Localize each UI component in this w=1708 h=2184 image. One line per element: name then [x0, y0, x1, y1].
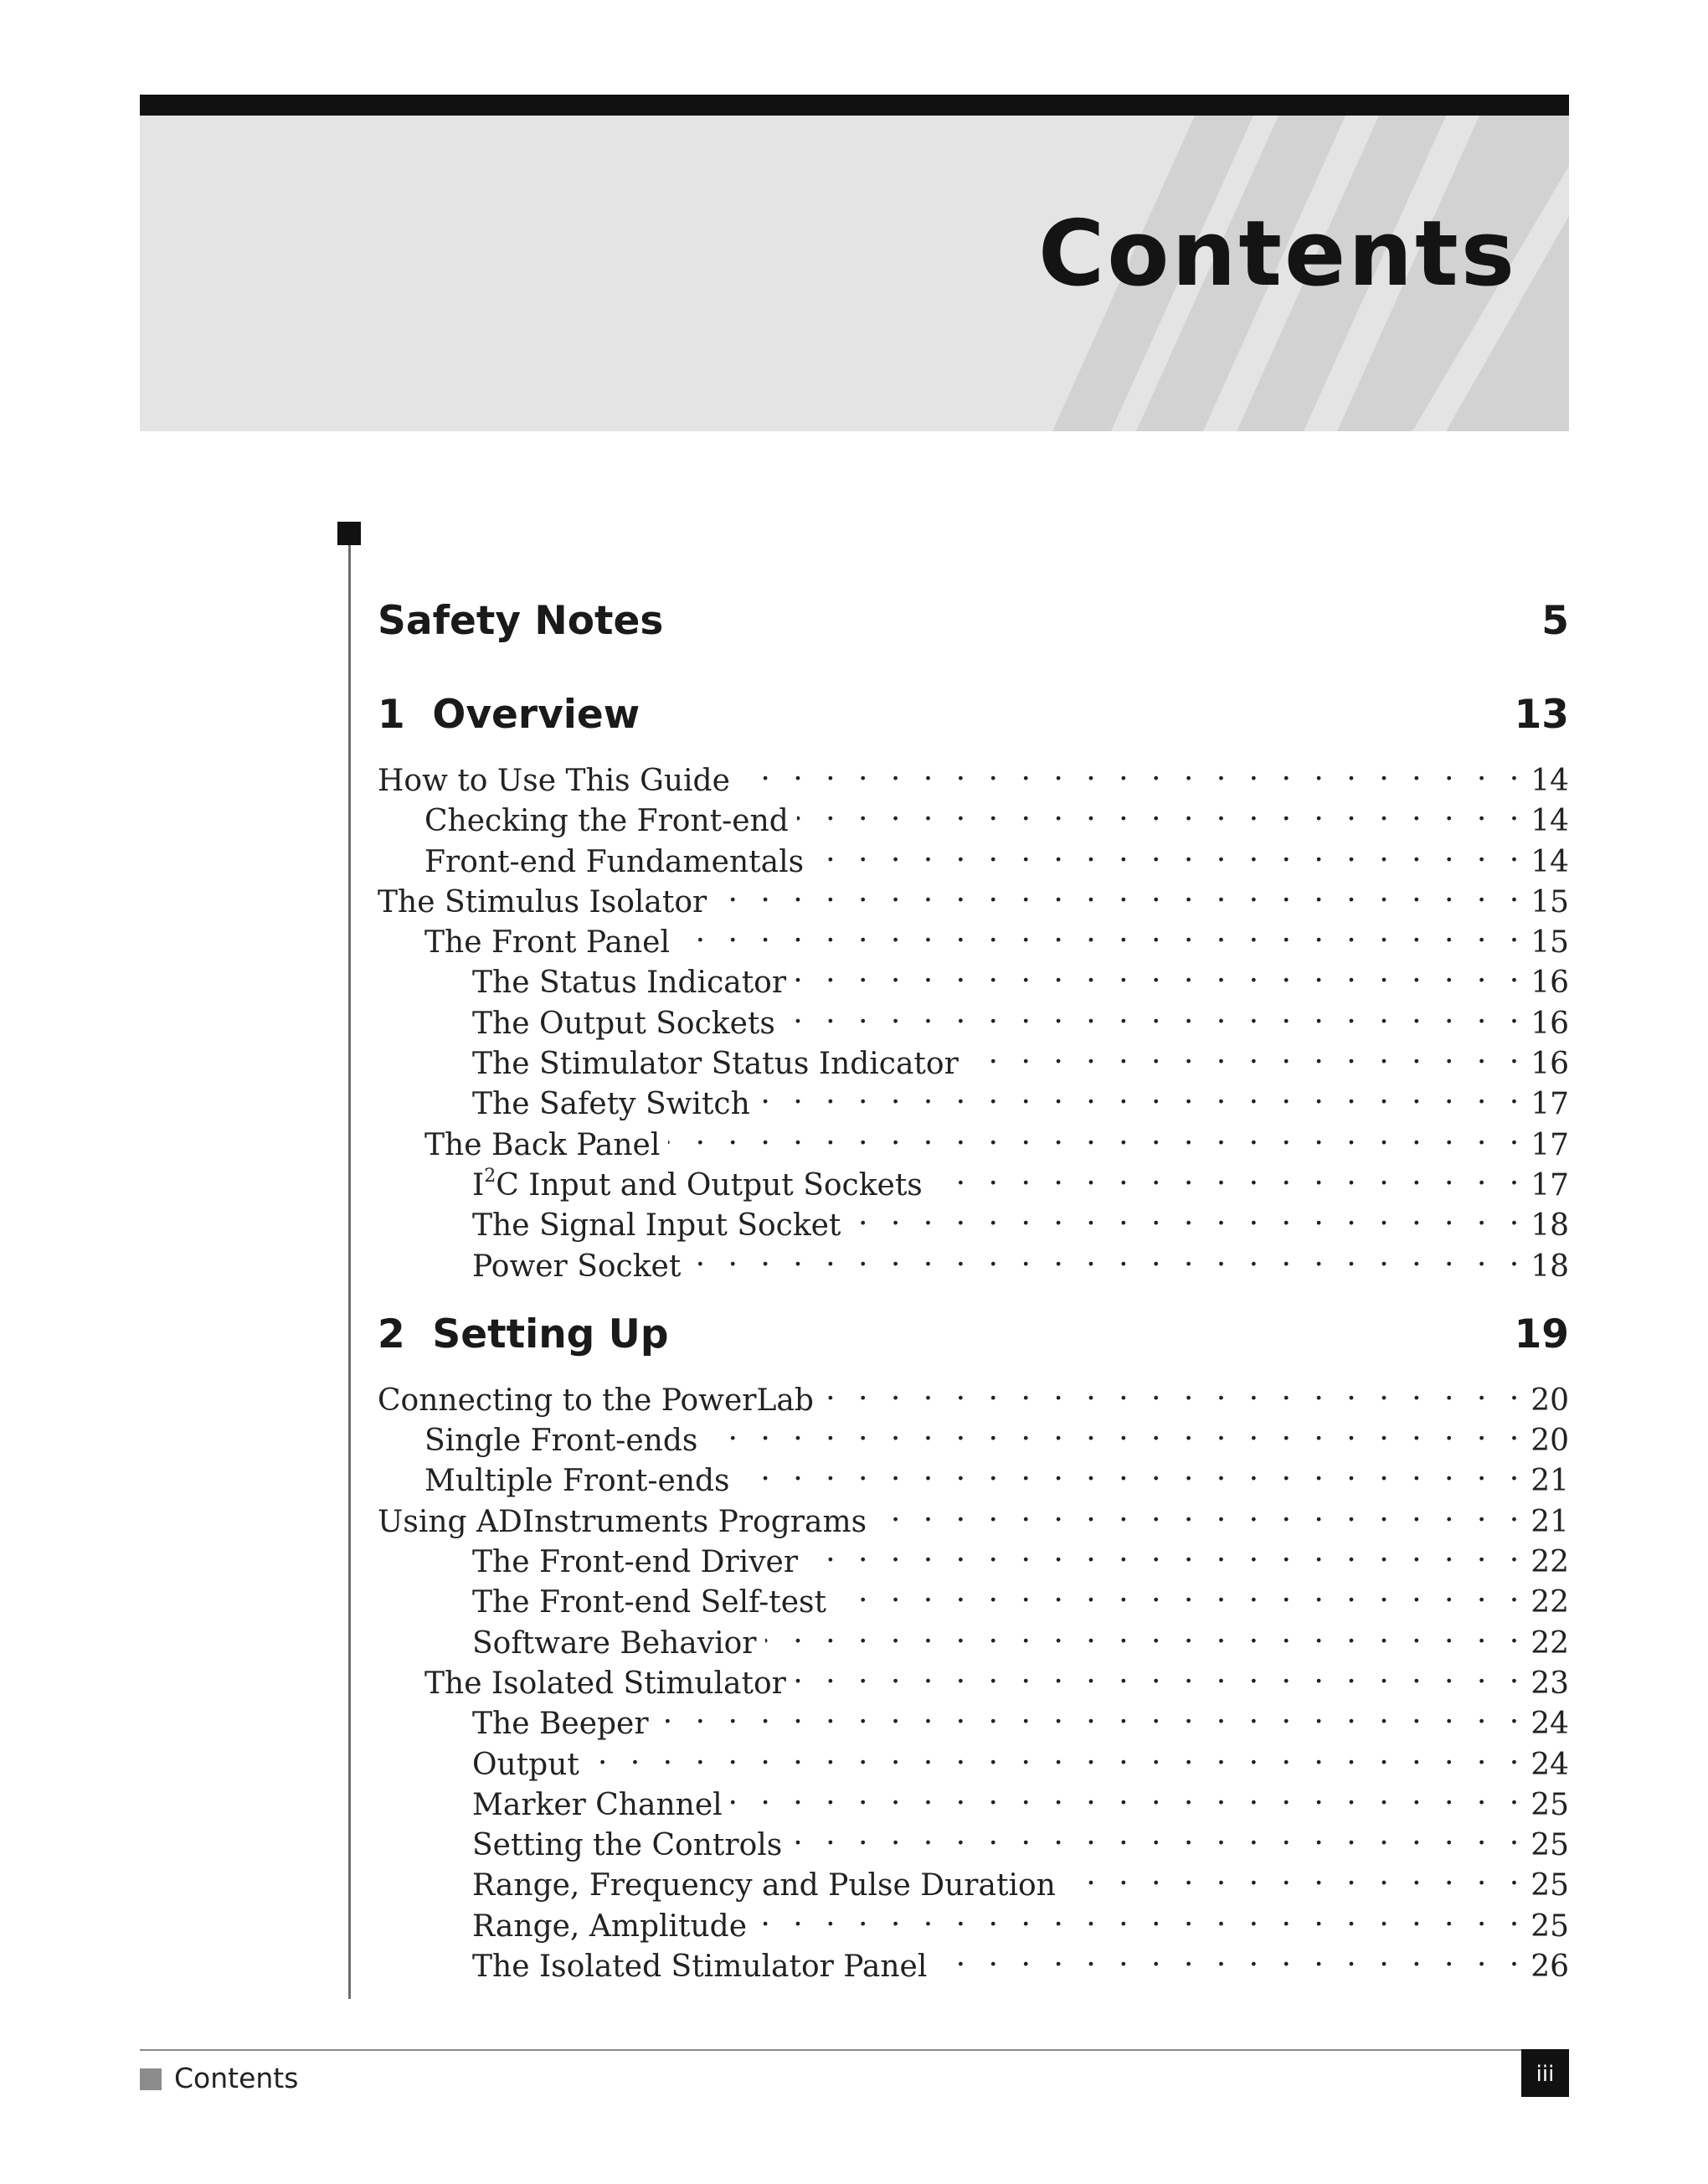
- toc-entry-page-number: 14: [1531, 844, 1569, 879]
- toc-entry-page-number: 20: [1531, 1424, 1569, 1459]
- dot-leader: [935, 1936, 1525, 1976]
- dot-leader: [931, 1155, 1525, 1195]
- toc-entry-page-number: 16: [1531, 1006, 1569, 1041]
- dot-leader: [806, 1532, 1525, 1572]
- dot-leader: [849, 1195, 1525, 1235]
- toc-entry-page-number: 20: [1531, 1383, 1569, 1418]
- toc-entry-page-number: 16: [1531, 966, 1569, 1001]
- chapter-page-number: 5: [1541, 598, 1569, 644]
- dot-leader: [668, 1115, 1525, 1155]
- dot-leader: [738, 750, 1525, 791]
- dot-leader: [715, 872, 1525, 912]
- dot-leader: [795, 952, 1525, 992]
- toc-entry-title: Range, Amplitude: [472, 1908, 748, 1944]
- dot-leader: [765, 1613, 1526, 1653]
- dot-leader: [689, 1236, 1525, 1276]
- toc-entry-title: Range, Frequency and Pulse Duration: [472, 1868, 1056, 1903]
- toc-entry-title: Using ADInstruments Programs: [378, 1504, 867, 1539]
- toc-entry-title: Connecting to the PowerLab: [378, 1383, 814, 1418]
- toc-entry-page-number: 25: [1531, 1868, 1569, 1903]
- toc-entry-title: The Stimulus Isolator: [378, 884, 707, 919]
- footer-marker-square: [140, 2068, 162, 2090]
- dot-leader: [738, 1450, 1526, 1491]
- dot-leader: [678, 912, 1525, 952]
- dot-leader: [875, 1491, 1525, 1532]
- dot-leader: [795, 1653, 1525, 1693]
- toc-entry-title: The Output Sockets: [472, 1006, 775, 1041]
- chapter-title: 2 Setting Up: [378, 1311, 669, 1357]
- footer-label: Contents: [174, 2062, 299, 2094]
- toc-entry-page-number: 14: [1531, 804, 1569, 839]
- dot-leader: [1064, 1855, 1525, 1895]
- toc-entry-page-number: 18: [1531, 1249, 1569, 1284]
- page-title: Contents: [1037, 202, 1517, 306]
- dot-leader: [784, 993, 1525, 1033]
- toc-entry-title: The Beeper: [472, 1707, 649, 1742]
- toc-entry-title: The Stimulator Status Indicator: [472, 1047, 959, 1082]
- toc-entry-title: Single Front-ends: [424, 1424, 698, 1459]
- toc-entry-title: Software Behavior: [472, 1625, 757, 1661]
- toc-entry-title: Checking the Front-end: [424, 804, 789, 839]
- toc-entry-page-number: 25: [1531, 1908, 1569, 1944]
- dot-leader: [967, 1033, 1525, 1074]
- toc-entry-title: Front-end Fundamentals: [424, 844, 805, 879]
- toc-entry-title: The Safety Switch: [472, 1087, 750, 1122]
- dot-leader: [588, 1734, 1525, 1774]
- toc-entry-title: The Front-end Driver: [472, 1545, 799, 1580]
- toc-entry-title: Output: [472, 1747, 579, 1782]
- header-banner: [140, 116, 1569, 431]
- toc-entry-title: Multiple Front-ends: [424, 1464, 730, 1499]
- dot-leader: [731, 1774, 1526, 1815]
- toc-entry-page-number: 24: [1531, 1747, 1569, 1782]
- header-top-rule: [140, 95, 1569, 116]
- dot-leader: [790, 1815, 1525, 1855]
- dot-leader: [759, 1074, 1525, 1114]
- table-of-contents: [378, 586, 1569, 1985]
- toc-entry-page-number: 17: [1531, 1127, 1569, 1162]
- toc-entry-page-number: 17: [1531, 1167, 1569, 1203]
- toc-entry[interactable]: [378, 1370, 1569, 1418]
- dot-leader: [835, 1572, 1525, 1612]
- toc-entry-page-number: 22: [1531, 1585, 1569, 1620]
- toc-entry-page-number: 21: [1531, 1504, 1569, 1539]
- footer-rule: [140, 2049, 1569, 2051]
- toc-entry-title: The Isolated Stimulator Panel: [472, 1950, 928, 1985]
- toc-entry-title: The Front Panel: [424, 925, 670, 961]
- toc-entry-page-number: 25: [1531, 1828, 1569, 1863]
- chapter-title: 1 Overview: [378, 692, 640, 738]
- dot-leader: [812, 832, 1525, 872]
- chapter-page-number: 19: [1514, 1311, 1569, 1357]
- toc-chapter-heading[interactable]: [378, 586, 1569, 657]
- toc-entry-page-number: 16: [1531, 1047, 1569, 1082]
- toc-entry-page-number: 17: [1531, 1087, 1569, 1122]
- toc-entry-title: The Signal Input Socket: [472, 1208, 841, 1244]
- toc-entry-title-part: I: [472, 1167, 485, 1203]
- side-vertical-rule: [348, 545, 351, 1999]
- toc-entry-page-number: 22: [1531, 1625, 1569, 1661]
- side-marker-square: [337, 522, 361, 545]
- toc-entry-page-number: 15: [1531, 925, 1569, 961]
- toc-entry-title: The Isolated Stimulator: [424, 1666, 786, 1701]
- toc-entry-page-number: 18: [1531, 1208, 1569, 1244]
- dot-leader: [657, 1693, 1526, 1733]
- toc-entry[interactable]: [378, 750, 1569, 798]
- toc-entry-page-number: 22: [1531, 1545, 1569, 1580]
- toc-entry-page-number: 21: [1531, 1464, 1569, 1499]
- superscript: 2: [484, 1165, 496, 1187]
- toc-entry-page-number: 14: [1531, 764, 1569, 798]
- toc-chapter-heading[interactable]: [378, 680, 1569, 750]
- dot-leader: [822, 1370, 1525, 1410]
- toc-entry-page-number: 24: [1531, 1707, 1569, 1742]
- chapter-page-number: 13: [1514, 692, 1569, 738]
- toc-entry-title: Marker Channel: [472, 1787, 723, 1822]
- toc-entry-title: Setting the Controls: [472, 1828, 783, 1863]
- toc-entry-title-part: C Input and Output Sockets: [496, 1167, 923, 1203]
- toc-entry-title: The Back Panel: [424, 1127, 661, 1162]
- dot-leader: [755, 1896, 1525, 1936]
- chapter-title: Safety Notes: [378, 598, 664, 644]
- dot-leader: [706, 1410, 1525, 1450]
- toc-entry-page-number: 26: [1531, 1950, 1569, 1985]
- toc-chapter-heading[interactable]: [378, 1300, 1569, 1370]
- toc-entry-title: The Status Indicator: [472, 966, 787, 1001]
- toc-entry-title: Power Socket: [472, 1249, 682, 1284]
- toc-entry-page-number: 15: [1531, 884, 1569, 919]
- toc-entry-page-number: 25: [1531, 1787, 1569, 1822]
- toc-entry-page-number: 23: [1531, 1666, 1569, 1701]
- footer-page-number: iii: [1521, 2049, 1569, 2097]
- toc-entry-title: The Front-end Self-test: [472, 1585, 826, 1620]
- dot-leader: [797, 791, 1525, 831]
- toc-entry-title: How to Use This Guide: [378, 764, 730, 798]
